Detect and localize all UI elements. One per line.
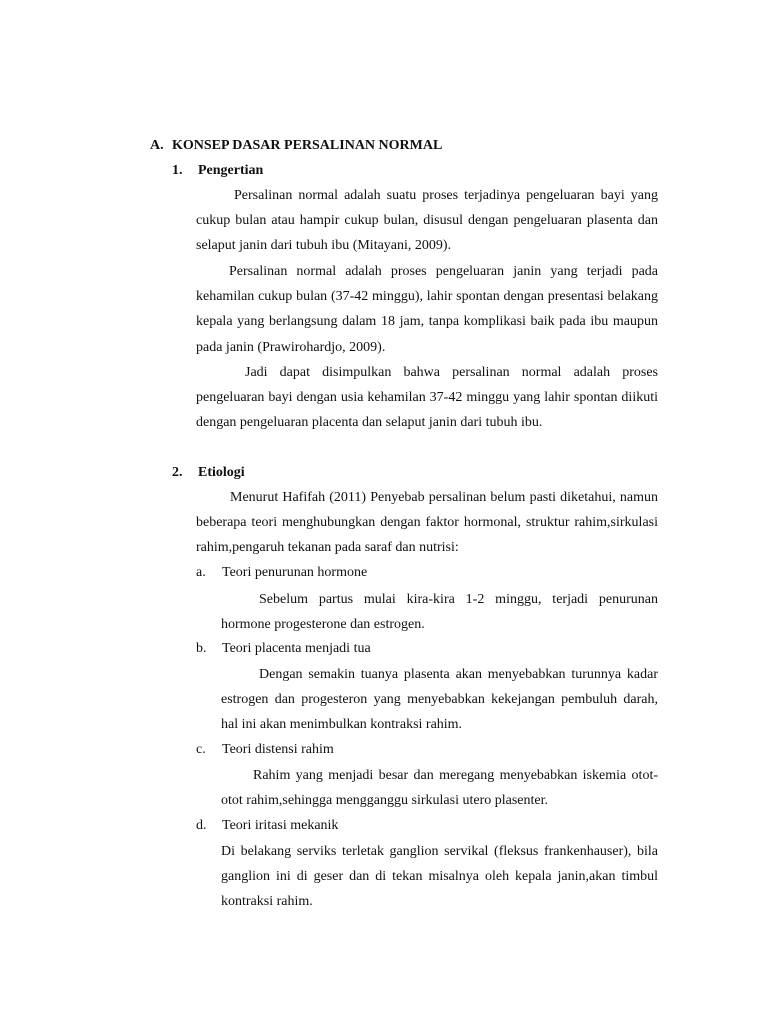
section-a-heading: [150, 138, 442, 154]
item-c-heading: [196, 742, 334, 758]
item-c-title: Teori distensi rahim: [222, 742, 334, 757]
item-c-body: Rahim yang menjadi besar dan meregang menyebabkan iskemia otot-otot rahim,sehingga mengganggu sirkulasi utero plasenter.: [221, 768, 658, 809]
etiologi-intro: Menurut Hafifah (2011) Penyebab persalinan belum pasti diketahui, namun beberapa teori menghubungkan dengan faktor hormonal, struktur rahim,sirkulasi rahim,pengaruh tekanan pada saraf dan nutrisi:: [196, 490, 658, 556]
item-b-heading: [196, 641, 371, 657]
subsection-1-title: Pengertian: [198, 163, 264, 178]
item-d-body: Di belakang serviks terletak ganglion servikal (fleksus frankenhauser), bila ganglion ini di geser dan di tekan misalnya oleh kepala janin,akan timbul kontraksi rahim.: [221, 844, 658, 910]
subsection-2-marker: 2.: [172, 465, 183, 480]
item-a-marker: a.: [196, 565, 206, 580]
subsection-1-heading: [172, 163, 263, 179]
item-d-marker: d.: [196, 818, 207, 833]
item-b-title: Teori placenta menjadi tua: [222, 641, 371, 656]
item-b-body: Dengan semakin tuanya plasenta akan menyebabkan turunnya kadar estrogen dan progesteron yang menyebabkan kekejangan pembuluh darah, hal ini akan menimbulkan kontraksi rahim.: [221, 667, 658, 733]
paragraph-3: Jadi dapat disimpulkan bahwa persalinan normal adalah proses pengeluaran bayi dengan usia kehamilan 37-42 minggu yang lahir spontan diikuti dengan pengeluaran placenta dan selaput janin dari tubuh ibu.: [196, 365, 658, 431]
section-a-title: KONSEP DASAR PERSALINAN NORMAL: [172, 138, 443, 153]
item-d-title: Teori iritasi mekanik: [222, 818, 339, 833]
subsection-2-heading: [172, 465, 245, 481]
paragraph-1: Persalinan normal adalah suatu proses terjadinya pengeluaran bayi yang cukup bulan atau hampir cukup bulan, disusul dengan pengeluaran plasenta dan selaput janin dari tubuh ibu (Mitayani, 2009).: [196, 188, 658, 254]
item-a-heading: [196, 565, 367, 581]
item-b-marker: b.: [196, 641, 207, 656]
paragraph-2: Persalinan normal adalah proses pengeluaran janin yang terjadi pada kehamilan cukup bulan (37-42 minggu), lahir spontan dengan presentasi belakang kepala yang berlangsung dalam 18 jam, tanpa komplikasi baik pada ibu maupun pada janin (Prawirohardjo, 2009).: [196, 264, 658, 355]
subsection-2-title: Etiologi: [198, 465, 245, 480]
item-d-heading: [196, 818, 338, 834]
item-a-title: Teori penurunan hormone: [222, 565, 368, 580]
section-a-marker: A.: [150, 138, 164, 153]
item-c-marker: c.: [196, 742, 206, 757]
subsection-1-marker: 1.: [172, 163, 183, 178]
item-a-body: Sebelum partus mulai kira-kira 1-2 minggu, terjadi penurunan hormone progesterone dan estrogen.: [221, 592, 658, 633]
